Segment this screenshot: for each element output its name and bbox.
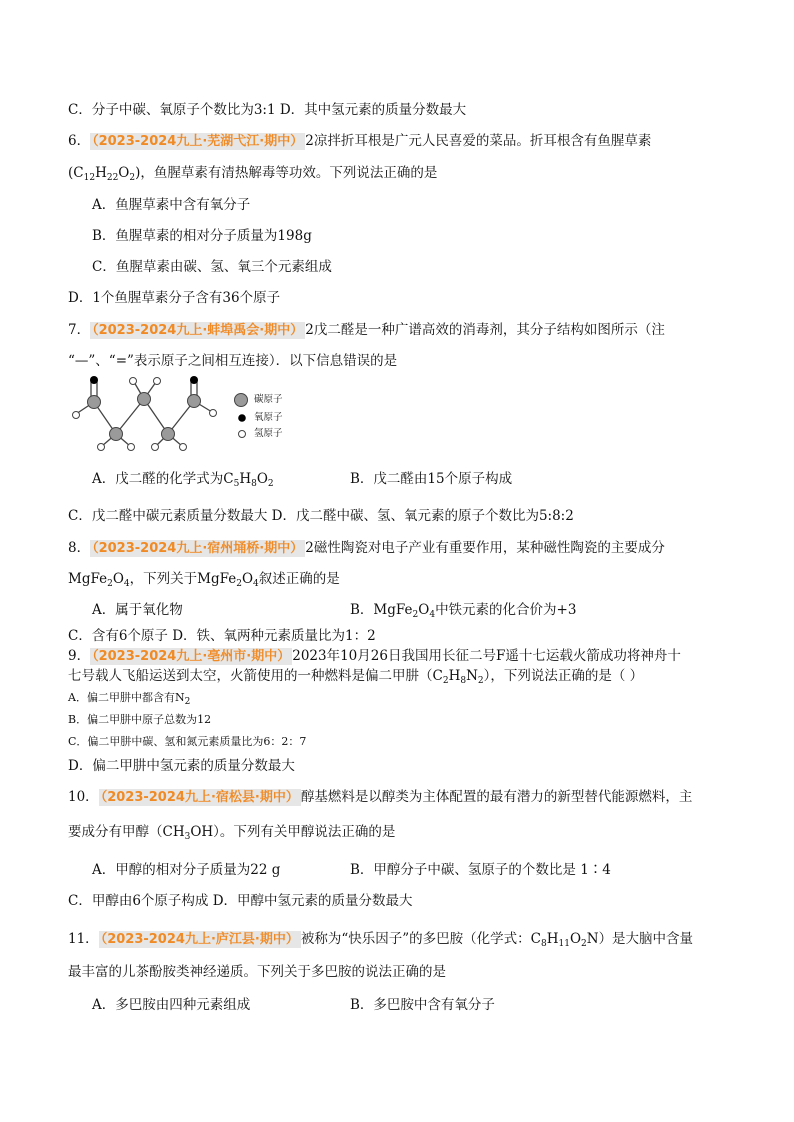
q6-option-b: B．鱼腥草素的相对分子质量为198g bbox=[92, 228, 312, 244]
q7-option-a: A．戊二醛的化学式为$C_5H_8O_2$ bbox=[92, 471, 274, 489]
q8-options-cd: C．含有6个原子 D．铁、氧两种元素质量比为1：2 bbox=[68, 628, 376, 644]
q10-options-cd: C．甲醇由6个原子构成 D．甲醇中氢元素的质量分数最大 bbox=[68, 893, 413, 909]
q8-stem-line2: $MgFe_2O_4$，下列关于$MgFe_2O_4$叙述正确的是 bbox=[68, 571, 340, 589]
glutaraldehyde-structure-diagram bbox=[70, 374, 250, 454]
q8-source-tag: （2023-2024九上·宿州埇桥·期中） bbox=[92, 541, 304, 556]
q8-option-a: A．属于氧化物 bbox=[92, 602, 183, 618]
q10-source-tag: （2023-2024九上·宿松县·期中） bbox=[100, 790, 299, 805]
q6-stem-line1: 6． （2023-2024九上·芜湖弋江·期中） 2凉拌折耳根是广元人民喜爱的菜品。折耳根含有鱼腥草素 bbox=[68, 133, 652, 149]
q11-option-a: A．多巴胺由四种元素组成 bbox=[92, 997, 251, 1013]
q11-source-tag: （2023-2024九上·庐江县·期中） bbox=[100, 932, 299, 947]
q6-option-d: D．1个鱼腥草素分子含有36个原子 bbox=[68, 290, 281, 306]
legend-hydrogen: 氢原子 bbox=[254, 428, 283, 439]
q9-option-b: B．偏二甲肼中原子总数为12 bbox=[68, 713, 212, 726]
q11-stem-line2: 最丰富的儿茶酚胺类神经递质。下列关于多巴胺的说法正确的是 bbox=[68, 964, 446, 980]
q7-stem-line1: 7． （2023-2024九上·蚌埠禹会·期中） 2戊二醛是一种广谱高效的消毒剂，其分子结构如图所示（注 bbox=[68, 322, 665, 338]
q10-option-a: A．甲醇的相对分子质量为22 g bbox=[92, 862, 281, 878]
q9-option-a: A．偏二甲肼中都含有$N_2$ bbox=[68, 691, 191, 707]
q7-source-tag: （2023-2024九上·蚌埠禹会·期中） bbox=[92, 323, 304, 338]
carbon-atom-legend-icon bbox=[233, 392, 249, 408]
q11-option-b: B．多巴胺中含有氧分子 bbox=[350, 997, 495, 1013]
q8-stem-line1: 8． （2023-2024九上·宿州埇桥·期中） 2磁性陶瓷对电子产业有重要作用，某种磁性陶瓷的主要成分 bbox=[68, 540, 665, 556]
q7-options-cd: C．戊二醛中碳元素质量分数最大 D．戊二醛中碳、氢、氧元素的原子个数比为5:8:2 bbox=[68, 508, 574, 524]
q9-option-c: C．偏二甲肼中碳、氢和氮元素质量比为6：2：7 bbox=[68, 735, 307, 748]
q7-stem-line2: “—”、“=”表示原子之间相互连接）．以下信息错误的是 bbox=[68, 353, 398, 369]
legend-oxygen: 氧原子 bbox=[254, 412, 283, 423]
q5-options-line: C．分子中碳、氧原子个数比为3:1 D．其中氢元素的质量分数最大 bbox=[68, 102, 467, 118]
oxygen-atom-legend-icon bbox=[237, 413, 247, 423]
q10-stem-line2: 要成分有甲醇$(CH_3OH)$。下列有关甲醇说法正确的是 bbox=[68, 824, 396, 842]
hydrogen-atom-legend-icon bbox=[237, 429, 247, 439]
q9-source-tag: （2023-2024九上·亳州市·期中） bbox=[92, 649, 291, 664]
q9-option-d: D．偏二甲肼中氢元素的质量分数最大 bbox=[68, 758, 295, 774]
q6-stem-line2: $(C_{12}H_{22}O_2)$，鱼腥草素有清热解毒等功效。下列说法正确的是 bbox=[68, 165, 438, 183]
q10-option-b: B．甲醇分子中碳、氢原子的个数比是 1∶4 bbox=[350, 862, 611, 878]
q6-source-tag: （2023-2024九上·芜湖弋江·期中） bbox=[92, 134, 304, 149]
q6-option-a: A．鱼腥草素中含有氧分子 bbox=[92, 197, 251, 213]
q8-option-b: B．$MgFe_2O_4$中铁元素的化合价为+3 bbox=[350, 602, 577, 620]
q10-stem-line1: 10． （2023-2024九上·宿松县·期中） 醇基燃料是以醇类为主体配置的最有潜力的新型替代能源燃料，主 bbox=[68, 789, 693, 805]
q11-stem-line1: 11． （2023-2024九上·庐江县·期中） 被称为“快乐因子”的多巴胺（化学式：$C_8H_{11}O_2N$）是大脑中含量 bbox=[68, 931, 694, 949]
q9-stem-line1: 9． （2023-2024九上·亳州市·期中） 2023年10月26日我国用长征二号F遥十七运载火箭成功将神舟十 bbox=[68, 648, 681, 664]
q9-stem-line2: 七号载人飞船运送到太空，火箭使用的一种燃料是偏二甲肼$(C_2H_8N_2)$，下列说法正确的是（ ） bbox=[68, 668, 644, 686]
q6-option-c: C．鱼腥草素由碳、氢、氧三个元素组成 bbox=[92, 259, 332, 275]
q7-option-b: B．戊二醛由15个原子构成 bbox=[350, 471, 513, 487]
legend-carbon: 碳原子 bbox=[254, 394, 283, 405]
